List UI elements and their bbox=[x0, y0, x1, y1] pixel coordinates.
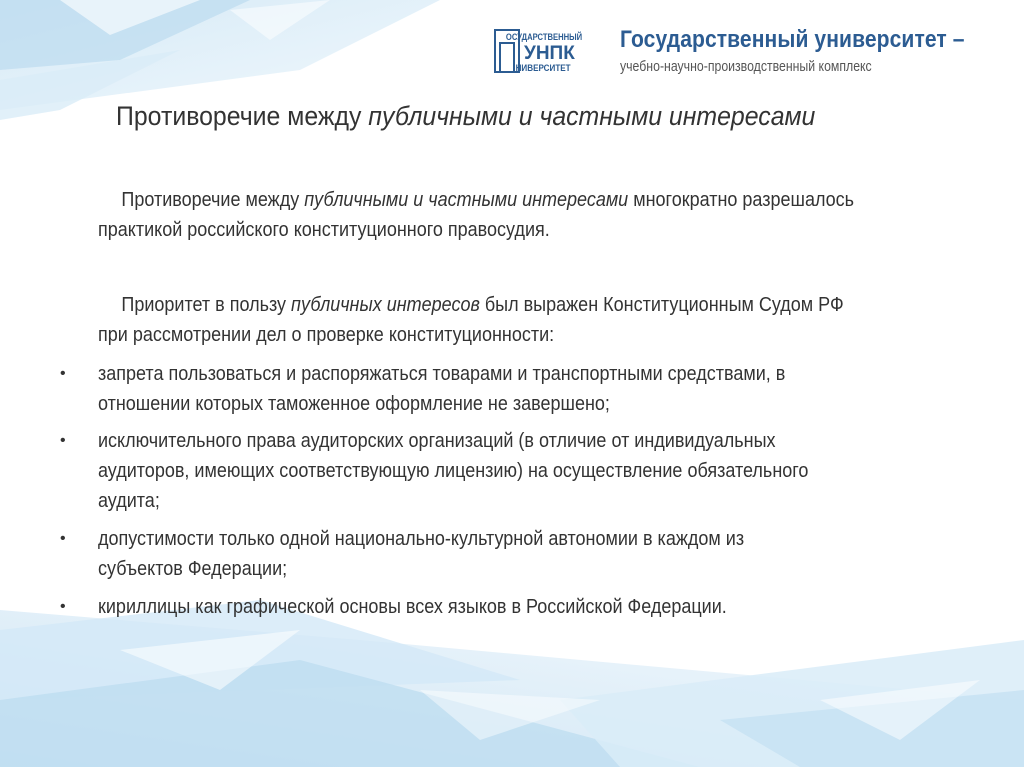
bullet-text bbox=[98, 592, 727, 622]
paragraph-2-text: Приоритет в пользу bbox=[121, 294, 292, 316]
paragraph-2-text-end: был выражен Конституционным Судом РФ bbox=[479, 294, 844, 316]
bullet-text bbox=[98, 426, 808, 516]
paragraph-1-italic: публичными и частными интересами bbox=[304, 189, 629, 211]
svg-text:ОСУДАРСТВЕННЫЙ: ОСУДАРСТВЕННЫЙ bbox=[505, 31, 583, 43]
bullet-line: запрета пользоваться и распоряжаться товарами и транспортными средствами, в bbox=[98, 363, 786, 385]
bullet-marker: • bbox=[60, 432, 66, 449]
bullet-line: допустимости только одной национально-культурной автономии в каждом из bbox=[98, 528, 745, 550]
bullet-text bbox=[98, 524, 744, 584]
bullet-marker: • bbox=[60, 365, 66, 382]
university-title: Государственный университет – bbox=[620, 26, 965, 53]
bullet-line: исключительного права аудиторских организаций (в отличие от индивидуальных bbox=[98, 430, 776, 452]
paragraph-1-text: Противоречие между bbox=[121, 189, 305, 211]
bullet-line: субъектов Федерации; bbox=[98, 558, 288, 580]
heading-text: Противоречие между bbox=[116, 101, 369, 131]
bullet-line: кириллицы как графической основы всех языков в Российской Федерации. bbox=[98, 596, 727, 618]
paragraph-1 bbox=[98, 185, 854, 245]
svg-text:УНПК: УНПК bbox=[524, 43, 575, 64]
heading-italic-text: публичными и частными интересами bbox=[368, 101, 816, 131]
bullet-marker: • bbox=[60, 530, 66, 547]
bullet-line: аудита; bbox=[98, 490, 160, 512]
bullet-line: аудиторов, имеющих соответствующую лицензию) на осуществление обязательного bbox=[98, 460, 809, 482]
slide-heading bbox=[116, 101, 815, 132]
paragraph-1-text-end: многократно разрешалось bbox=[628, 189, 855, 211]
university-logo bbox=[494, 29, 608, 73]
bullet-marker: • bbox=[60, 598, 66, 615]
bullet-line: отношении которых таможенное оформление не завершено; bbox=[98, 393, 610, 415]
university-subtitle: учебно-научно-производственный комплекс bbox=[620, 58, 872, 75]
paragraph-2-italic: публичных интересов bbox=[291, 294, 480, 316]
paragraph-2 bbox=[98, 290, 844, 350]
paragraph-2-line-2: при рассмотрении дел о проверке конституционности: bbox=[98, 324, 555, 346]
svg-text:НИВЕРСИТЕТ: НИВЕРСИТЕТ bbox=[515, 62, 571, 73]
university-header bbox=[620, 26, 1021, 75]
bullet-text bbox=[98, 359, 785, 419]
paragraph-1-line-2: практикой российского конституционного правосудия. bbox=[98, 219, 550, 241]
